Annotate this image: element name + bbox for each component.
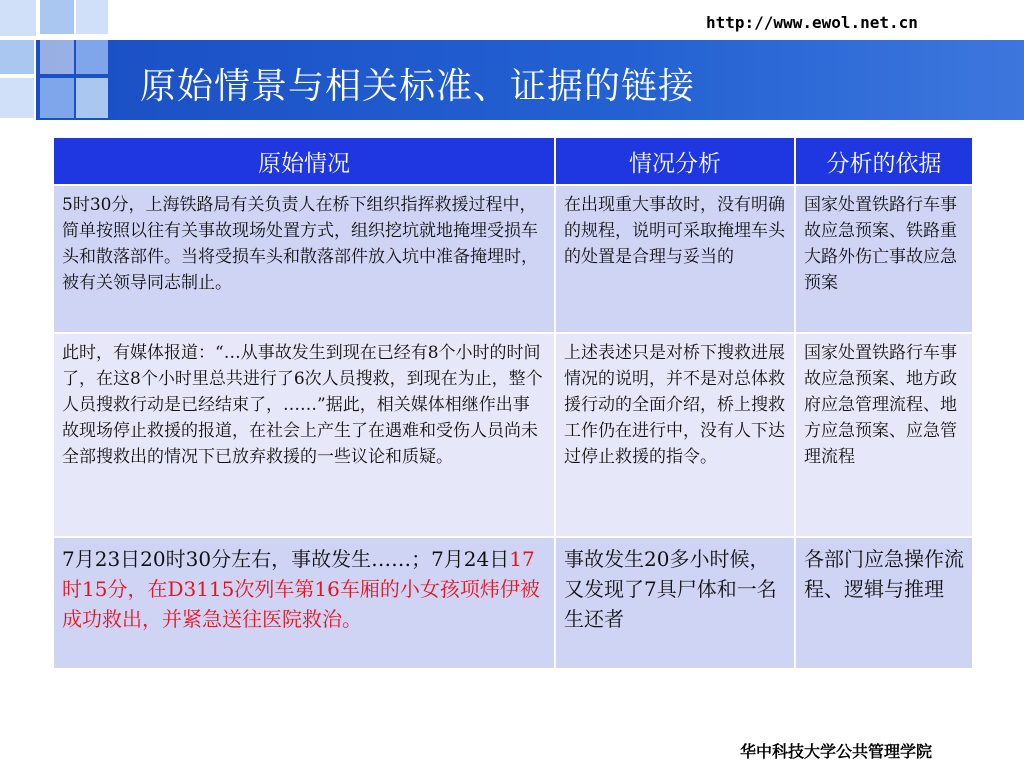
cell-analysis: 事故发生20多小时候，又发现了7具尸体和一名生还者 <box>555 537 795 669</box>
column-header-original: 原始情况 <box>53 137 555 185</box>
cell-original: 5时30分，上海铁路局有关负责人在桥下组织指挥救援过程中，简单按照以往有关事故现场处置方式，组织挖坑就地掩埋受损车头和散落部件。当将受损车头和散落部件放入坑中准备掩埋时，被有关领导同志制止。 <box>53 185 555 333</box>
cell-original-highlight: 17时15分，在D3115次列车第16车厢的小女孩项炜伊被成功救出，并紧急送往医院救治。 <box>62 547 540 631</box>
decor-square <box>0 0 36 36</box>
decor-square <box>76 0 108 34</box>
decor-square <box>76 78 108 118</box>
decor-square <box>76 40 108 74</box>
decor-square <box>0 78 34 118</box>
column-header-basis: 分析的依据 <box>795 137 973 185</box>
column-header-analysis: 情况分析 <box>555 137 795 185</box>
website-url: http://www.ewol.net.cn <box>706 13 918 32</box>
cell-analysis: 上述表述只是对桥下搜救进展情况的说明，并不是对总体救援行动的全面介绍，桥上搜救工作仍在进行中，没有人下达过停止救援的指令。 <box>555 333 795 537</box>
table-row <box>53 185 973 333</box>
cell-basis: 国家处置铁路行车事故应急预案、铁路重大路外伤亡事故应急预案 <box>795 185 973 333</box>
content-table <box>52 136 974 670</box>
table-header-row <box>53 137 973 185</box>
cell-basis: 国家处置铁路行车事故应急预案、地方政府应急管理流程、地方应急预案、应急管理流程 <box>795 333 973 537</box>
decor-square <box>40 0 74 34</box>
decor-square <box>0 40 34 74</box>
table-row <box>53 333 973 537</box>
cell-original-plain: 7月23日20时30分左右，事故发生……；7月24日 <box>62 547 510 571</box>
footer-institution: 华中科技大学公共管理学院 <box>740 742 933 761</box>
cell-analysis: 在出现重大事故时，没有明确的规程，说明可采取掩埋车头的处置是合理与妥当的 <box>555 185 795 333</box>
cell-original: 此时，有媒体报道：“…从事故发生到现在已经有8个小时的时间了，在这8个小时里总共进行了6次人员搜救，到现在为止，整个人员搜救行动是已经结束了，……”据此，相关媒体相继作出事故现场停止救援的报道，在社会上产生了在遇难和受伤人员尚未全部搜救出的情况下已放弃救援的一些议论和质疑。 <box>53 333 555 537</box>
decor-square <box>40 78 74 118</box>
decor-square <box>40 40 74 74</box>
slide-title: 原始情景与相关标准、证据的链接 <box>140 66 696 107</box>
cell-original <box>53 537 555 669</box>
table-row <box>53 537 973 669</box>
cell-basis: 各部门应急操作流程、逻辑与推理 <box>795 537 973 669</box>
